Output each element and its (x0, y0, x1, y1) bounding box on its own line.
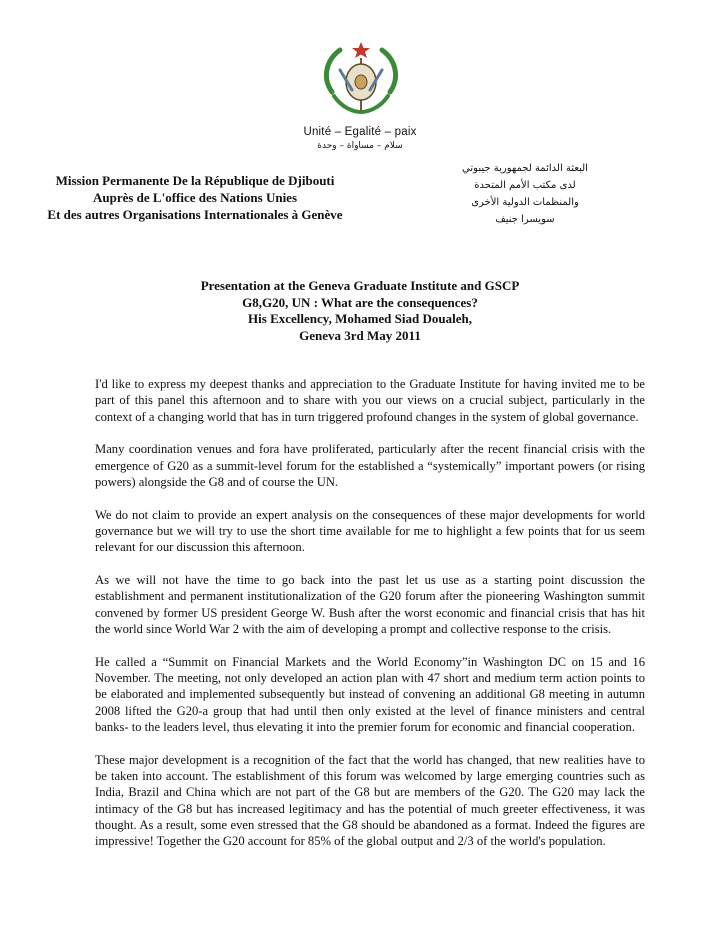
djibouti-emblem-icon (318, 40, 404, 120)
mission-heading-french (20, 172, 370, 223)
paragraph: We do not claim to provide an expert analysis on the consequences of these major developments for world governance but we will try to use the short time available for me to highlight a few points that for us seem relevant for our discussion this afternoon. (95, 507, 645, 555)
mission-line: Et des autres Organisations Internationales à Genève (47, 207, 343, 222)
presentation-title (0, 278, 720, 344)
mission-heading-arabic (395, 160, 655, 228)
mission-line-arabic: والمنظمات الدولية الأخرى (471, 197, 579, 208)
paragraph: He called a “Summit on Financial Markets and the World Economy”in Washington DC on 15 and 16 November. The meeting, not only developed an action plan with 47 short and medium term action points to be elaborated and implemented subsequently but instead of convening an additional G8 meeting in autumn 2008 lifted the G20-a group that had until then only existed at the level of finance ministers and central banks- to the leaders level, thus elevating it into the premier forum for economic and financial cooperation. (95, 654, 645, 735)
paragraph: These major development is a recognition of the fact that the world has changed, that new realities have to be taken into account. The establishment of this forum was welcomed by large emerging countries such as India, Brazil and China which are not part of the G8 but are members of the G20. The G20 may lack the intimacy of the G8 but has increased legitimacy and has the potential of much greeter effectiveness, it was thought. As a result, some even stressed that the G8 should be abandoned as a format. Indeed the figures are impressive! Together the G20 account for 85% of the global output and 2/3 of the world's population. (95, 752, 645, 849)
mission-line: Auprès de L'office des Nations Unies (92, 190, 298, 205)
title-line: Presentation at the Geneva Graduate Institute and GSCP (200, 278, 520, 293)
speech-body (95, 376, 645, 866)
mission-line-arabic: البعثة الدائمة لجمهورية جيبوتي (462, 163, 588, 174)
motto-arabic: سلام – مساواة – وحدة (317, 141, 403, 151)
title-line: Geneva 3rd May 2011 (299, 327, 421, 343)
motto-french: Unité – Egalité – paix (303, 126, 417, 138)
paragraph: Many coordination venues and fora have proliferated, particularly after the recent financial crisis with the emergence of G20 as a summit-level forum for the established a “systemically” important powers (or rising powers) alongside the G8 and of course the UN. (95, 442, 645, 489)
mission-line-arabic: لدى مكتب الأمم المتحدة (474, 180, 576, 191)
mission-line-arabic: سويسرا جنيف (495, 214, 555, 225)
title-line: His Excellency, Mohamed Siad Doualeh, (248, 311, 472, 326)
paragraph: As we will not have the time to go back into the past let us use as a starting point discussion the establishment and permanent institutionalization of the G20 forum after the pioneering Washington summit convened by former US president George W. Bush after the worst economic and financial crisis that has hit the world since World War 2 with the aim of developing a prompt and collective response to the crisis. (95, 573, 645, 637)
title-line: G8,G20, UN : What are the consequences? (242, 294, 478, 310)
paragraph: I'd like to express my deepest thanks and appreciation to the Graduate Institute for having invited me to be part of this panel this afternoon and to share with you our views on a crucial subject, particularly in the context of a changing world that has in turn triggered profound changes in the system of global governance. (95, 377, 645, 424)
mission-line: Mission Permanente De la République de Djibouti (55, 173, 335, 188)
